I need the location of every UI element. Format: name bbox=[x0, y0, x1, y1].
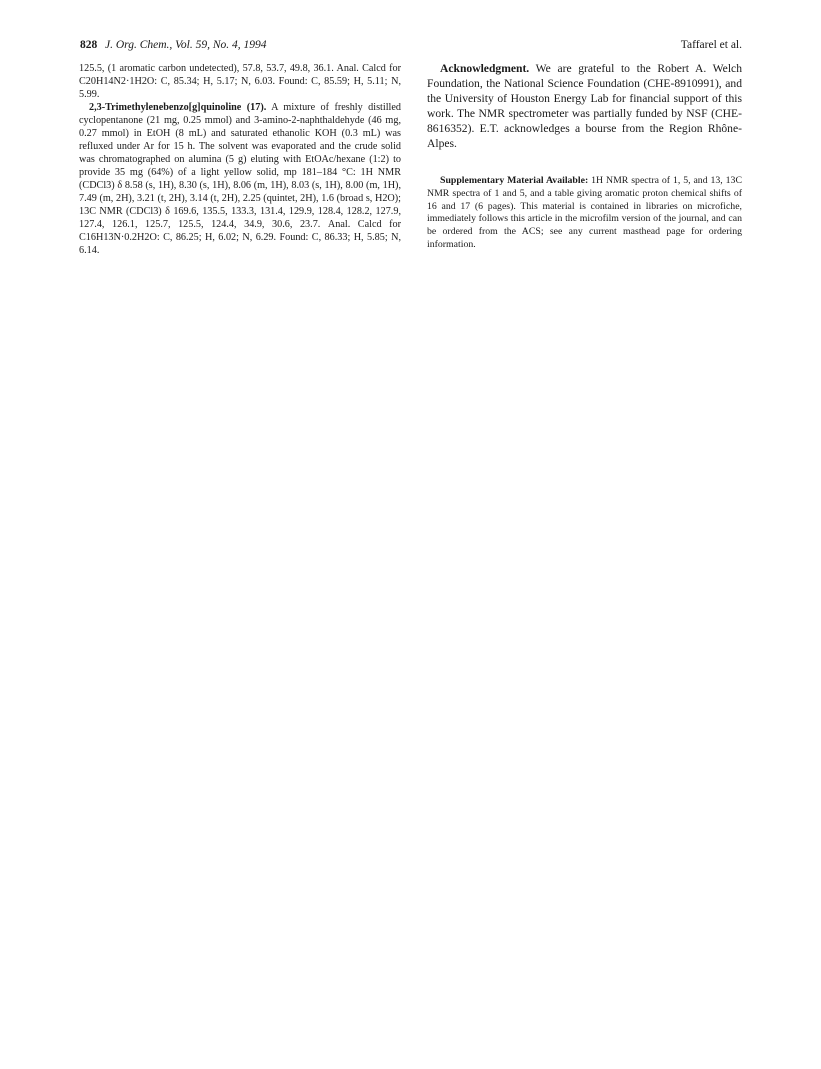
page-number: 828 bbox=[80, 39, 98, 51]
acknowledgment-paragraph bbox=[427, 61, 742, 151]
supplementary-heading: Supplementary Material Available: bbox=[440, 175, 589, 186]
acknowledgment-text: We are grateful to the Robert A. Welch Foundation, the National Science Foundation (CHE-8910991), and the University of Houston Energy Lab for financial support of this work. The NMR spectrometer was partially funded by NSF (CHE-8616352). E.T. acknowledges a bourse from the Region Rhône-Alpes. bbox=[427, 62, 742, 150]
supplementary-paragraph bbox=[427, 175, 742, 252]
compound-heading: 2,3-Trimethylenebenzo[g]quinoline (17). bbox=[89, 102, 267, 113]
supplementary-text: 1H NMR spectra of 1, 5, and 13, 13C NMR spectra of 1 and 5, and a table giving aromatic proton chemical shifts of 16 and 17 (6 pages). This material is contained in libraries on microfiche, immediately follows this article in the microfilm version of the journal, and can be ordered from the ACS; see any current masthead page for ordering information. bbox=[427, 175, 742, 250]
procedure-text: A mixture of freshly distilled cyclopentanone (21 mg, 0.25 mmol) and 3-amino-2-naphthaldehyde (46 mg, 0.27 mmol) in EtOH (8 mL) and saturated ethanolic KOH (0.3 mL) was refluxed under Ar for 15 h. The solvent was evaporated and the crude solid was chromatographed on alumina (5 g) eluting with EtOAc/hexane (1:2) to provide 35 mg (64%) of a light yellow solid, mp 181–184 °C: 1H NMR (CDCl3) δ 8.58 (s, 1H), 8.30 (s, 1H), 8.06 (m, 1H), 8.03 (s, 1H), 8.00 (m, 1H), 7.49 (m, 2H), 3.21 (t, 2H), 3.14 (t, 2H), 2.25 (quintet, 2H), 1.6 (broad s, H2O); 13C NMR (CDCl3) δ 169.6, 135.5, 133.3, 131.4, 129.9, 128.4, 128.2, 127.9, 127.4, 126.1, 125.7, 125.5, 124.4, 34.9, 30.6, 23.7. Anal. Calcd for C16H13N·0.2H2O: C, 86.25; H, 6.02; N, 6.29. Found: C, 86.33; H, 5.85; N, 6.14. bbox=[79, 102, 401, 256]
running-header bbox=[80, 37, 742, 53]
experimental-continuation: 125.5, (1 aromatic carbon undetected), 57.8, 53.7, 49.8, 36.1. Anal. Calcd for C20H14N2·1H2O: C, 85.34; H, 5.17; N, 6.03. Found: C, 85.59; H, 5.11; N, 5.99. bbox=[79, 63, 401, 100]
journal-citation: J. Org. Chem., Vol. 59, No. 4, 1994 bbox=[105, 39, 267, 51]
experimental-paragraph bbox=[79, 101, 401, 257]
acknowledgment-heading: Acknowledgment. bbox=[440, 62, 530, 75]
right-column bbox=[427, 62, 742, 252]
left-column bbox=[79, 62, 401, 257]
running-authors: Taffarel et al. bbox=[680, 39, 742, 51]
